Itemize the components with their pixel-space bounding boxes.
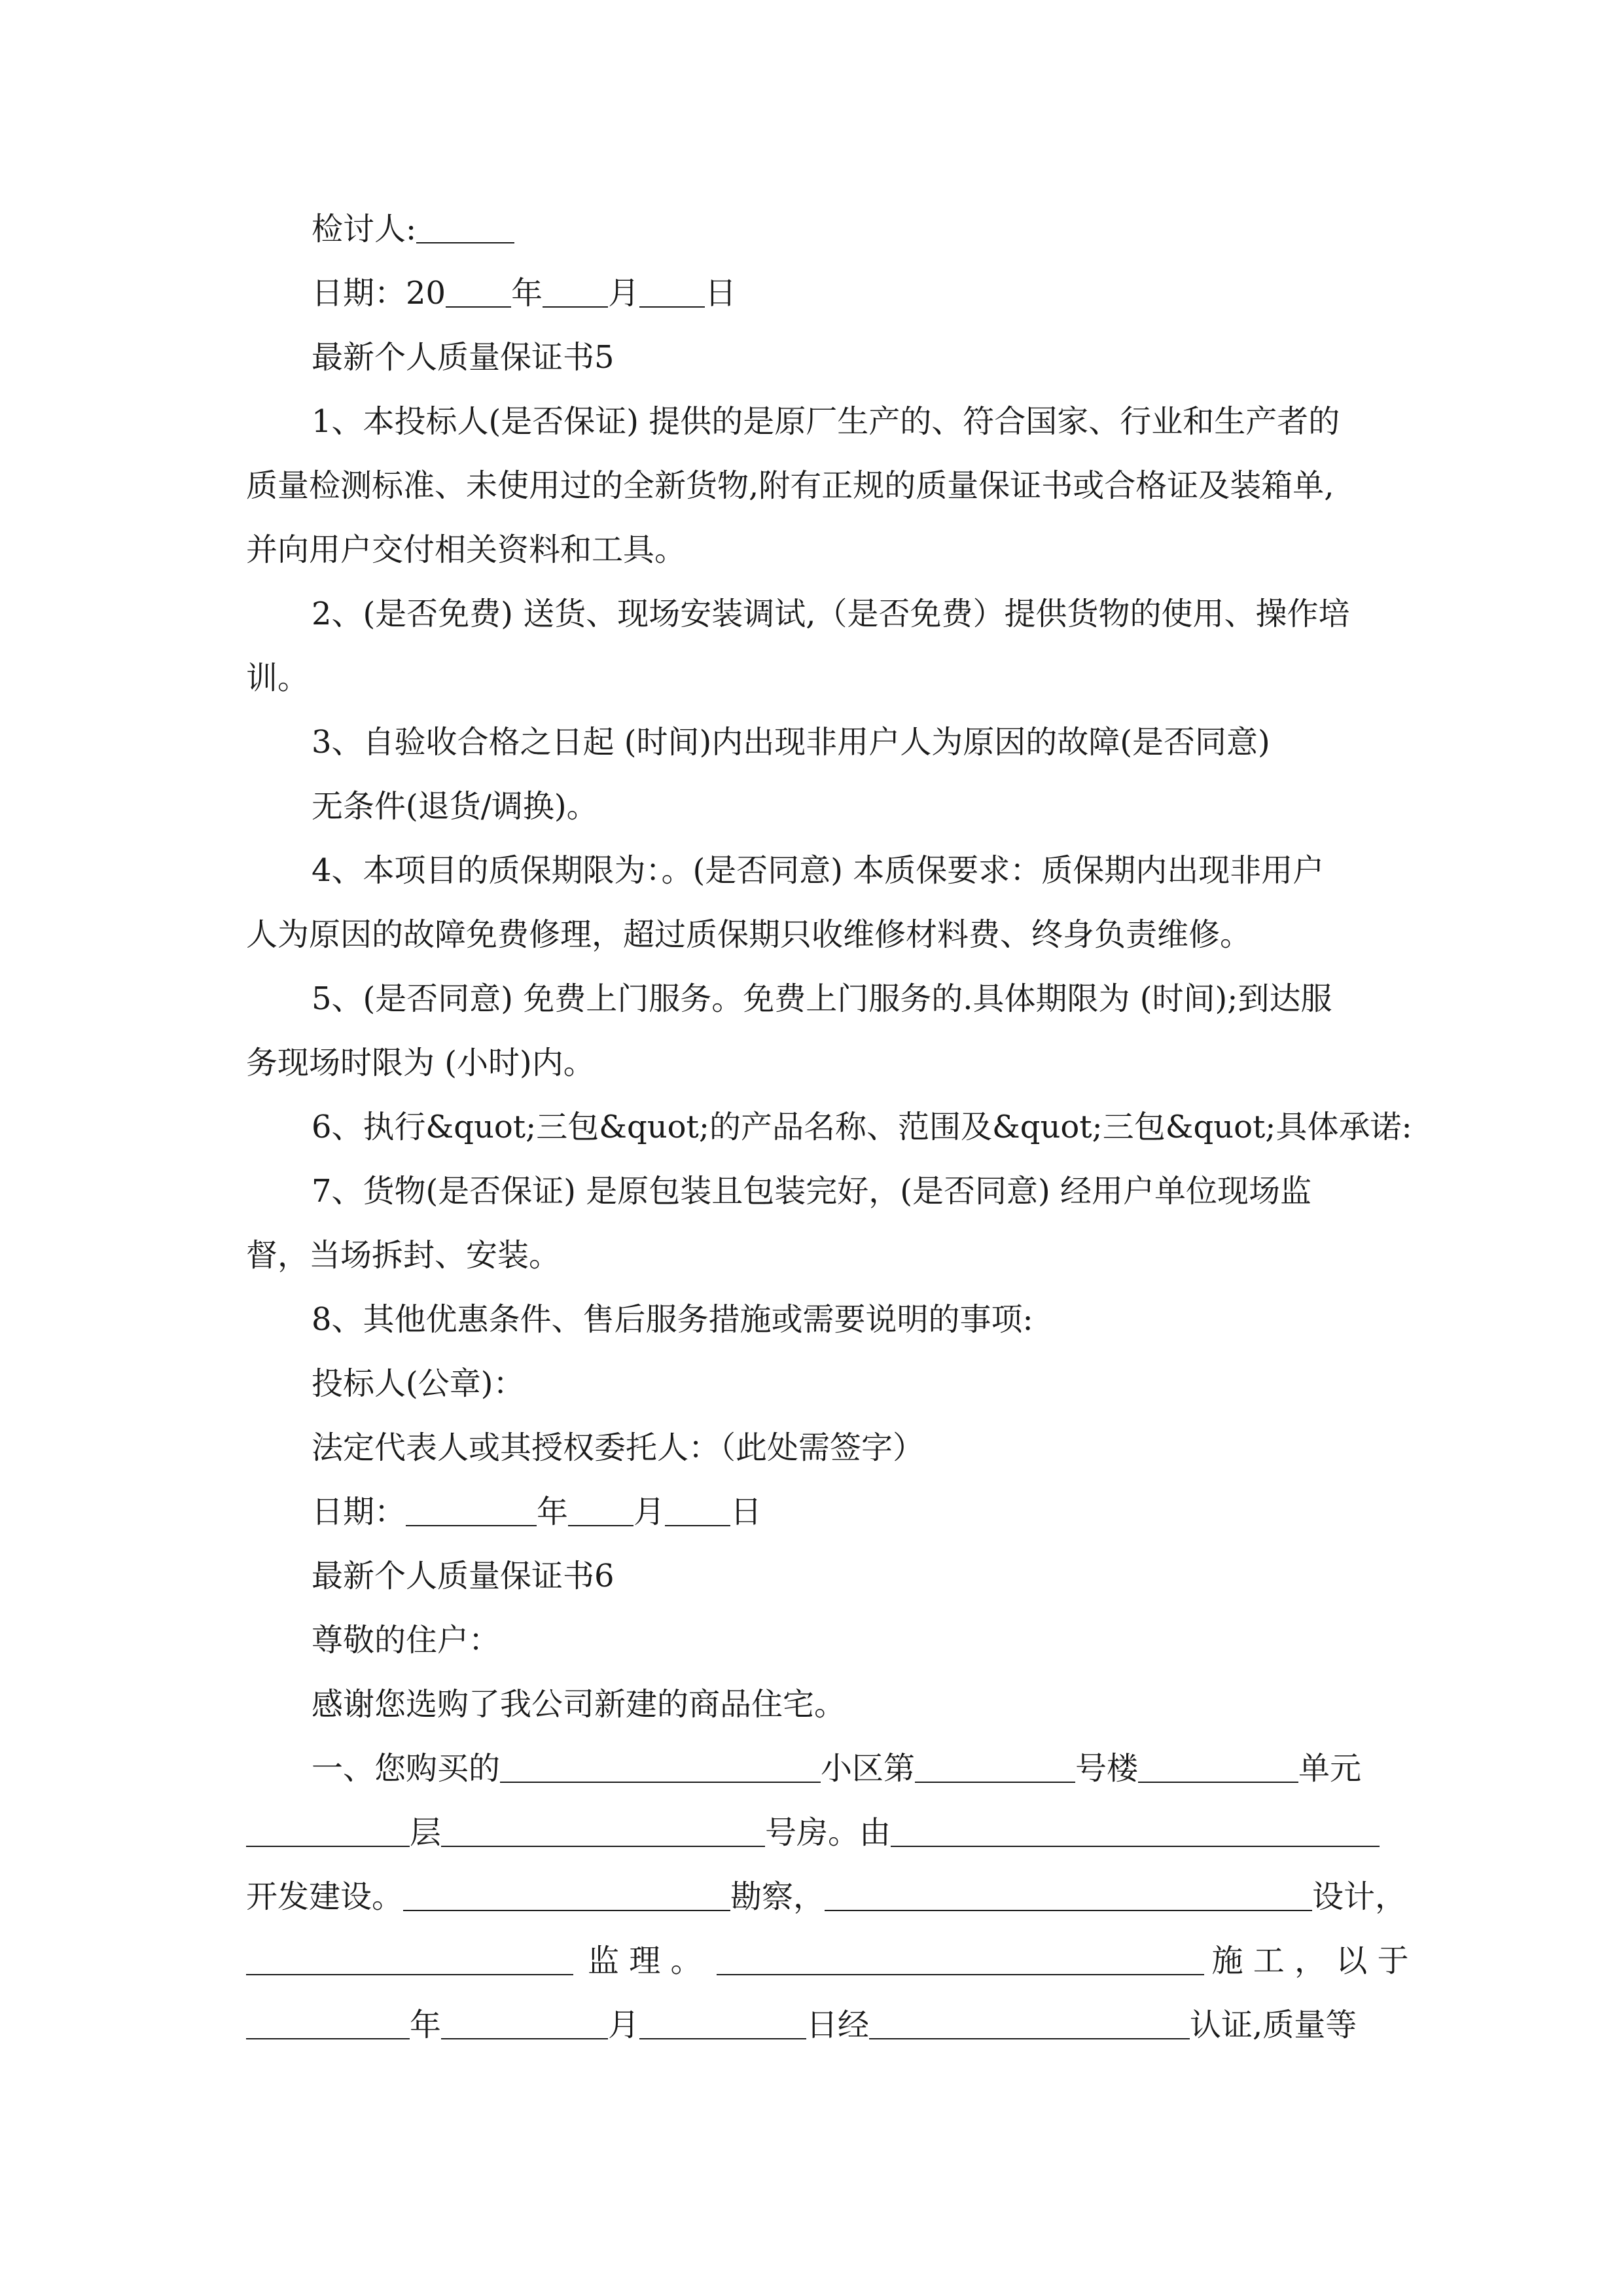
year-blank	[446, 275, 511, 308]
para6: 6、执行&quot;三包&quot;的产品名称、范围及&quot;三包&quot;具体承诺:	[312, 1109, 1412, 1145]
para5-line2: 务现场时限为 (小时)内。	[246, 1045, 595, 1081]
house-line5	[246, 1993, 1377, 2057]
certifier-blank	[869, 2007, 1190, 2039]
supervision-label: 监 理 。	[588, 1943, 702, 1979]
building-blank	[915, 1750, 1075, 1783]
para3-line2: 无条件(退货/调换)。	[312, 788, 598, 825]
section5-title: 最新个人质量保证书5	[312, 339, 615, 376]
day-blank	[639, 275, 705, 308]
section6-title: 最新个人质量保证书6	[312, 1558, 615, 1594]
greeting: 尊敬的住户：	[312, 1622, 501, 1659]
development-label: 开发建设。	[246, 1878, 404, 1915]
para1-line3: 并向用户交付相关资料和工具。	[246, 531, 687, 568]
community-blank	[500, 1750, 821, 1783]
para2-line1: 2、(是否免费) 送货、现场安装调试,（是否免费）提供货物的使用、操作培	[312, 596, 1350, 632]
house-line3	[246, 1865, 1407, 1929]
construction-blank	[717, 1943, 1204, 1975]
review-date-label: 日期：20	[312, 275, 446, 312]
house-line4	[246, 1929, 1409, 1993]
unit-blank	[1138, 1750, 1298, 1783]
unit-label: 单元	[1298, 1750, 1362, 1787]
review-date-line	[312, 261, 1377, 325]
cert-day-label: 日经	[806, 2007, 870, 2043]
design-blank	[825, 1878, 1312, 1911]
bidder-seal: 投标人(公章)：	[312, 1365, 525, 1402]
survey-blank	[403, 1878, 730, 1911]
para1-line1: 1、本投标人(是否保证) 提供的是原厂生产的、符合国家、行业和生产者的	[312, 403, 1340, 440]
para2-line2: 训。	[246, 660, 310, 696]
supervision-blank	[246, 1943, 573, 1975]
month-blank	[543, 275, 608, 308]
house-line2	[246, 1801, 1377, 1865]
year-text: 年	[511, 275, 543, 312]
bid-year-text: 年	[537, 1494, 569, 1530]
reviewer-label: 检讨人:	[312, 211, 417, 247]
bid-year-blank	[406, 1494, 537, 1526]
room-label: 号房。由	[765, 1814, 891, 1851]
room-blank	[441, 1814, 765, 1847]
thanks-line: 感谢您选购了我公司新建的商品住宅。	[312, 1686, 846, 1723]
reviewer-blank	[416, 211, 514, 243]
para7-line1: 7、货物(是否保证) 是原包装且包装完好，(是否同意) 经用户单位现场监	[312, 1173, 1311, 1210]
design-label: 设计，	[1312, 1878, 1407, 1915]
para1-line2: 质量检测标准、未使用过的全新货物,附有正规的质量保证书或合格证及装箱单,	[246, 467, 1334, 504]
bid-month-text: 月	[633, 1494, 666, 1530]
developer-blank	[891, 1814, 1380, 1847]
purchased-label: 一、您购买的	[312, 1750, 501, 1787]
cert-month-label: 月	[608, 2007, 640, 2043]
cert-day-blank	[639, 2007, 806, 2039]
community-label: 小区第	[821, 1750, 916, 1787]
day-text: 日	[705, 275, 737, 312]
para3-line1: 3、自验收合格之日起 (时间)内出现非用户人为原因的故障(是否同意)	[312, 724, 1270, 761]
para8: 8、其他优惠条件、售后服务措施或需要说明的事项:	[312, 1301, 1033, 1338]
building-label: 号楼	[1075, 1750, 1139, 1787]
bid-date-label: 日期：	[312, 1494, 406, 1530]
para5-line1: 5、(是否同意) 免费上门服务。免费上门服务的.具体期限为 (时间);到达服	[312, 980, 1332, 1017]
legal-representative: 法定代表人或其授权委托人：（此处需签字）	[312, 1429, 925, 1466]
floor-blank	[246, 1814, 410, 1847]
bid-day-blank	[665, 1494, 730, 1526]
cert-year-label: 年	[410, 2007, 442, 2043]
survey-label: 勘察，	[730, 1878, 825, 1915]
month-text: 月	[608, 275, 640, 312]
bid-day-text: 日	[730, 1494, 762, 1530]
reviewer-line	[312, 197, 1377, 261]
construction-label: 施 工 ， 以 于	[1211, 1943, 1409, 1979]
para4-line1: 4、本项目的质保期限为：。(是否同意) 本质保要求：质保期内出现非用户	[312, 852, 1325, 889]
para7-line2: 督，当场拆封、安装。	[246, 1237, 561, 1274]
para4-line2: 人为原因的故障免费修理，超过质保期只收维修材料费、终身负责维修。	[246, 916, 1252, 953]
cert-year-blank	[246, 2007, 410, 2039]
certification-label: 认证,质量等	[1190, 2007, 1357, 2043]
bid-date-line	[312, 1480, 1377, 1544]
cert-month-blank	[441, 2007, 608, 2039]
bid-month-blank	[568, 1494, 633, 1526]
house-line1	[312, 1736, 1377, 1801]
floor-label: 层	[410, 1814, 442, 1851]
